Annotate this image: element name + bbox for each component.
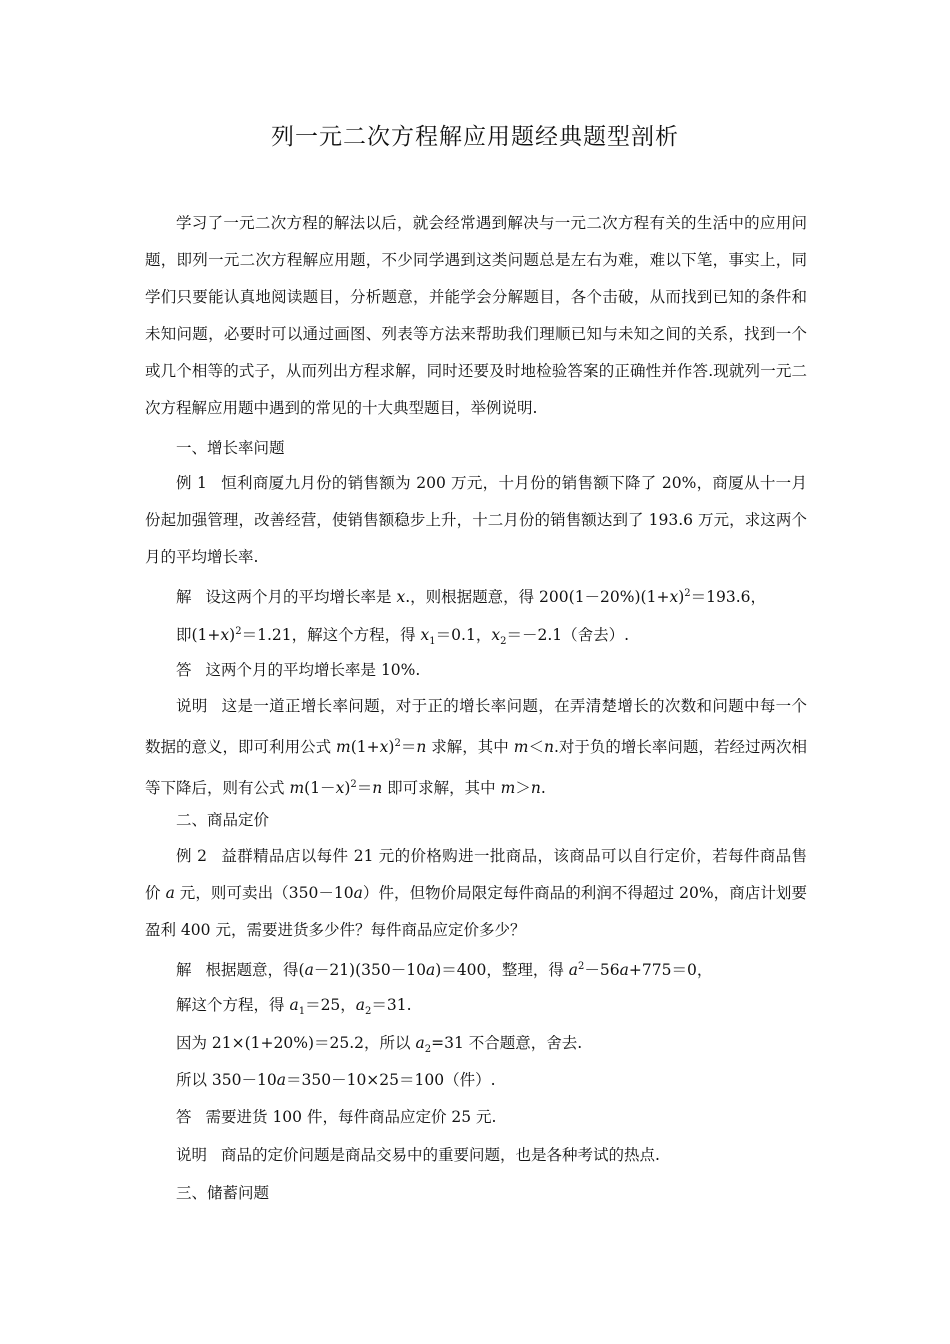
solution-1-label: 解 [176, 588, 192, 606]
example-1 [145, 465, 807, 576]
example-1-label: 例 1 [176, 474, 207, 492]
answer-1 [176, 658, 816, 682]
solution-2-text: 根据题意，得(a－21)(350－10a)＝400，整理，得 $a^2-56a+775=0$， [205, 961, 713, 979]
section-heading-pricing: 二、商品定价 [176, 811, 270, 829]
solution-1-text: 设这两个月的平均增长率是 x.，则根据题意，得 $200(1-20\%)(1+x)^2=193.6$， [205, 588, 767, 606]
solution-2-label: 解 [176, 961, 192, 979]
answer-2 [176, 1105, 816, 1129]
page-title: 列一元二次方程解应用题经典题型剖析 [271, 124, 679, 150]
solution-2-line-4: 所以 350－10a＝350－10×25＝100（件）. [176, 1071, 496, 1089]
note-2-label: 说明 [176, 1146, 208, 1164]
note-1 [145, 688, 807, 807]
note-2-text: 商品的定价问题是商品交易中的重要问题，也是各种考试的热点. [221, 1146, 660, 1164]
note-1-label: 说明 [176, 697, 208, 715]
intro-paragraph: 学习了一元二次方程的解法以后，就会经常遇到解决与一元二次方程有关的生活中的应用问题，即列一元二次方程解应用题，不少同学遇到这类问题总是左右为难，难以下笔，事实上，同学们只要能认真地阅读题目，分析题意，并能学会分解题目，各个击破，从而找到已知的条件和未知问题，必要时可以通过画图、列表等方法来帮助我们理顺已知与未知之间的关系，找到一个或几个相等的式子，从而列出方程求解，同时还要及时地检验答案的正确性并作答.现就列一元二次方程解应用题中遇到的常见的十大典型题目，举例说明. [145, 214, 807, 417]
answer-1-text: 这两个月的平均增长率是 10%. [205, 661, 421, 679]
example-2 [145, 838, 807, 949]
example-2-label: 例 2 [176, 847, 208, 865]
answer-2-label: 答 [176, 1108, 192, 1126]
note-2 [176, 1143, 816, 1167]
solution-2-line-2: 解这个方程，得 $a_1=25$，$a_2=31$. [176, 996, 412, 1017]
example-1-text: 恒利商厦九月份的销售额为 200 万元，十月份的销售额下降了 20%，商厦从十一月份起加强管理，改善经营，使销售额稳步上升，十二月份的销售额达到了 193.6 万元，求这两个月的平均增长率. [145, 474, 807, 566]
note-1-text: 这是一道正增长率问题，对于正的增长率问题，在弄清楚增长的次数和问题中每一个数据的意义，即可利用公式 $m(1+x)^2=n$ 求解，其中 m＜n.对于负的增长率问题，若经过两次相等下降后，则有公式 $m(1-x)^2=n$ 即可求解，其中 m＞n. [145, 697, 807, 797]
example-2-text: 益群精品店以每件 21 元的价格购进一批商品，该商品可以自行定价，若每件商品售价 a 元，则可卖出（350－10a）件，但物价局限定每件商品的利润不得超过 20%，商店计划要盈利 400 元，需要进货多少件？每件商品应定价多少？ [145, 847, 807, 939]
answer-2-text: 需要进货 100 件，每件商品应定价 25 元. [205, 1108, 497, 1126]
solution-2-line-1 [176, 955, 816, 982]
section-heading-growth-rate: 一、增长率问题 [176, 439, 285, 457]
solution-1-line-1 [176, 582, 816, 609]
solution-2-line-3: 因为 21×(1+20%)＝25.2，所以 $a_2=31$ 不合题意，舍去. [176, 1034, 583, 1055]
solution-1-line-2: 即$(1+x)^2=1.21$，解这个方程，得 $x_1=0.1$，$x_2=-2.1$（舍去）. [176, 626, 630, 647]
section-heading-savings: 三、储蓄问题 [176, 1184, 270, 1202]
answer-1-label: 答 [176, 661, 192, 679]
